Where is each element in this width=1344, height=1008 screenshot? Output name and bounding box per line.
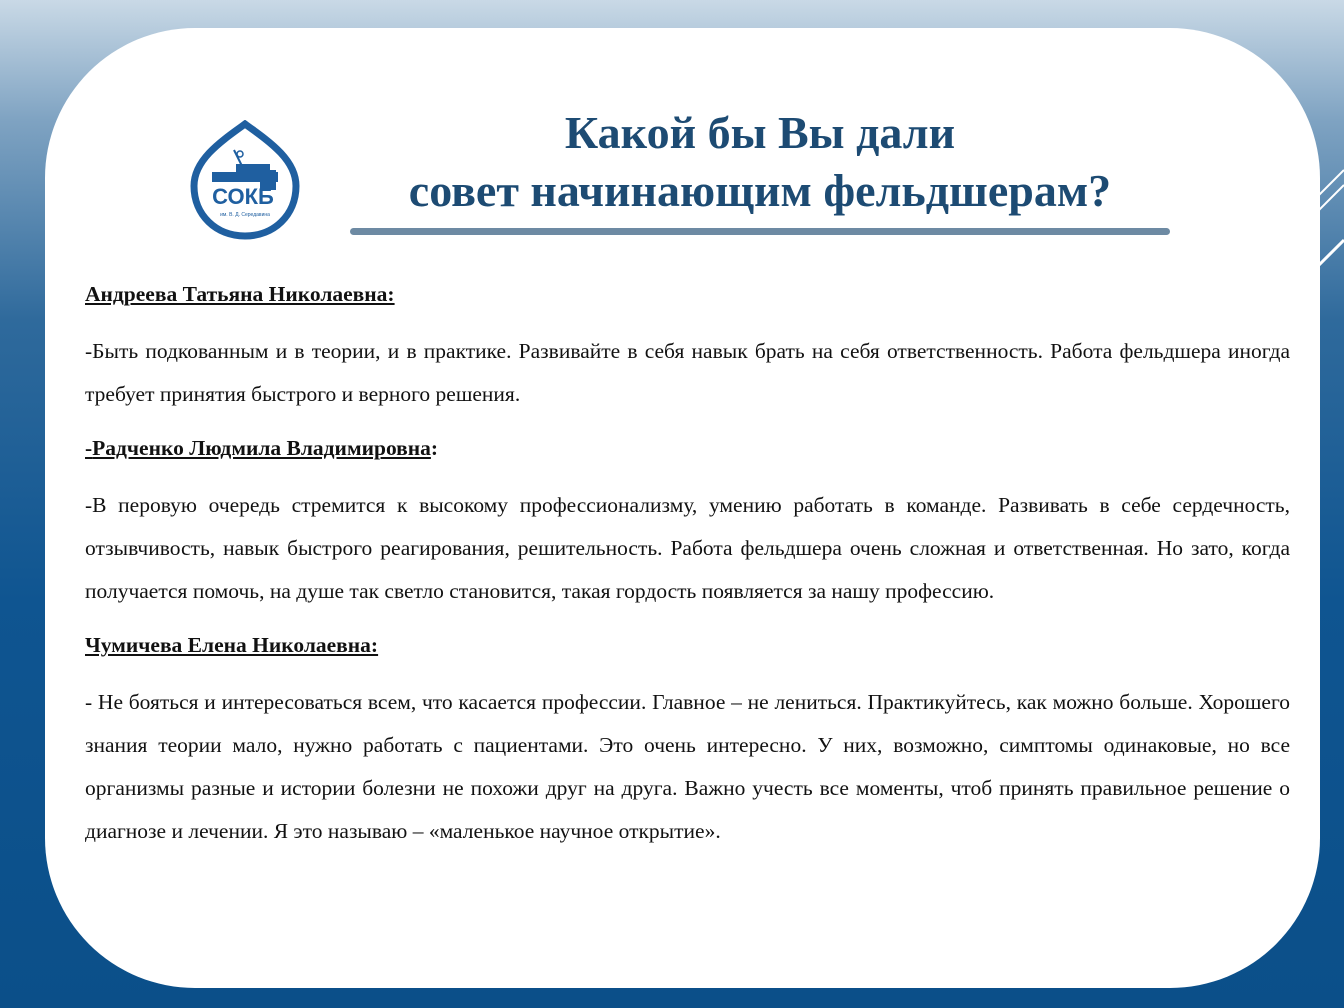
answer-text: -В перовую очередь стремится к высокому профессионализму, умению работать в команде. Развивать в себе сердечность, отзывчивость, навык быстрого реагирования, решительность. Работа фельдшера очень сложная и ответственная. Но зато, когда получается помочь, на душе так светло становится, такая гордость появляется за нашу профессию. [85,493,1290,603]
answer-item [85,276,1290,416]
respondent-name: Чумичева Елена Николаевна: [85,633,379,657]
answer-item [85,430,1290,613]
respondent-name: Андреева Татьяна Николаевна: [85,282,395,306]
answer-text: -Быть подкованным и в теории, и в практике. Развивайте в себя навык брать на себя ответственность. Работа фельдшера иногда требует принятия быстрого и верного решения. [85,339,1290,406]
title-line-1: Какой бы Вы дали [564,107,956,158]
answer-text: - Не бояться и интересоваться всем, что касается профессии. Главное – не лениться. Практикуйтесь, как можно больше. Хорошего знания теории мало, нужно работать с пациентами. Это очень интересно. У них, возможно, симптомы одинаковые, но все организмы разные и истории болезни не похожи друг на друга. Важно учесть все моменты, чтоб принять правильное решение о диагнозе и лечении. Я это называю – «маленькое научное открытие». [85,690,1290,843]
title-underline [350,228,1170,235]
title-line-2: совет начинающим фельдшерам? [408,165,1112,216]
respondent-name: -Радченко Людмила Владимировна: [85,436,439,460]
answer-item [85,627,1290,853]
page-title [350,104,1170,220]
answers-list [85,276,1290,867]
logo-text: СОКБ [212,184,274,209]
hospital-logo [190,120,300,240]
logo-subtext: им. В. Д. Середавина [220,212,270,218]
